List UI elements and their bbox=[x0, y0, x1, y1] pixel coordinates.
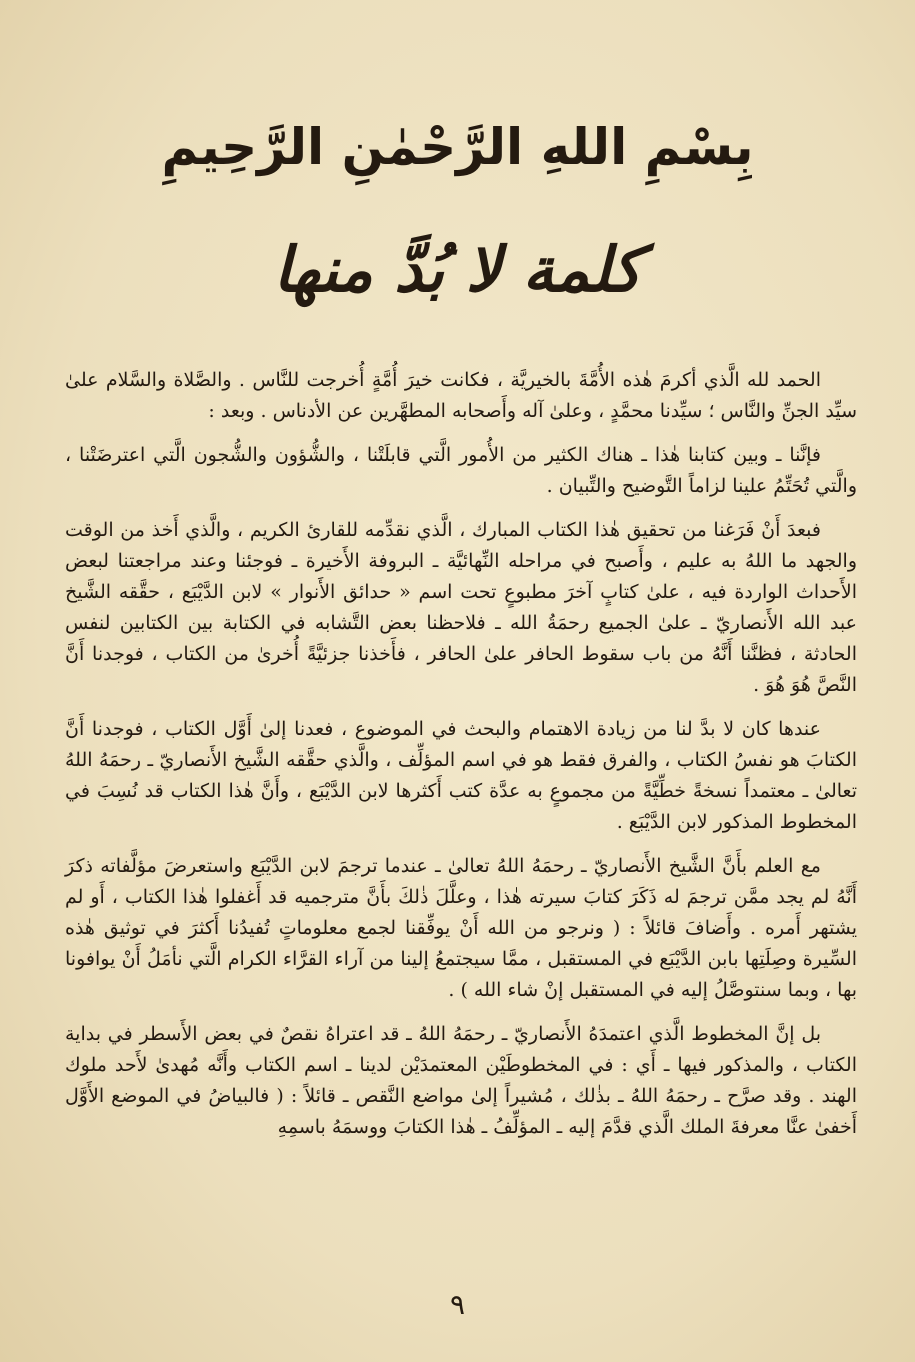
page-number: ٩ bbox=[449, 1288, 466, 1321]
paragraph: الحمد لله الَّذي أكرمَ هٰذه الأُمَّةَ بالخيريَّة ، فكانت خيرَ أُمَّةٍ أُخرجت للنَّاس . والصَّلاة والسَّلام علىٰ سيِّد الجنِّ والنَّاس ؛ سيِّدنا محمَّدٍ ، وعلىٰ آله وأَصحابه المطهَّرين عن الأدناس . وبعد : bbox=[65, 369, 857, 422]
paragraph: فبعدَ أَنْ فَرَغنا من تحقيق هٰذا الكتاب المبارك ، الَّذي نقدِّمه للقارئ الكريم ، والَّذي أَخذ من الوقت والجهد ما اللهُ به عليم ، وأَصبح في مراحله النِّهائيَّة ـ البروفة الأَخيرة ـ فوجئنا وعند مراجعتنا لبعض الأَحداث الواردة فيه ، علىٰ كتابٍ آخرَ مطبوعٍ تحت اسم « حدائق الأَنوار » لابن الدَّيْبَع ، حقَّقه الشَّيخ عبد الله الأَنصاريّ ـ علىٰ الجميع رحمَةُ الله ـ فلاحظنا بعض التَّشابه في الكتابة بين الكتابين لنفس الحادثة ، فظنَّنا أَنَّهُ من باب سقوط الحافر علىٰ الحافر ، فأَخذنا جزئيَّةً أُخرىٰ من الكتاب ، فوجدنا أَنَّ النَّصَّ هُوَ هُوَ . bbox=[65, 519, 857, 696]
paragraph: عندها كان لا بدَّ لنا من زيادة الاهتمام والبحث في الموضوع ، فعدنا إلىٰ أَوَّل الكتاب ، فوجدنا أَنَّ الكتابَ هو نفسُ الكتاب ، والفرق فقط هو في اسم المؤلِّف ، والَّذي حقَّقه الشَّيخ الأَنصاريّ ـ رحمَهُ اللهُ تعالىٰ ـ معتمداً نسخةً خطِّيَّةً من مجموعٍ به عدَّة كتب أَكثرها لابن الدَّيْبَع ، وأَنَّ هٰذا الكتاب قد نُسِبَ في المخطوط المذكور لابن الدَّيْبَع . bbox=[65, 718, 857, 833]
page-title: كلمة لا بُدَّ منها bbox=[273, 233, 642, 306]
paragraph: مع العلم بأَنَّ الشَّيخ الأَنصاريّ ـ رحمَهُ اللهُ تعالىٰ ـ عندما ترجمَ لابن الدَّيْبَع واستعرضَ مؤلَّفاته ذكرَ أَنَّهُ لم يجد ممَّن ترجمَ له ذَكَرَ كتابَ سيرته هٰذا ، وعلَّلَ ذٰلكَ بأَنَّ مترجميه قد أَغفلوا هٰذا الكتاب ، أَو لم يشتهر أَمره . وأَضافَ قائلاً : ( ونرجو من الله أَنْ يوفِّقنا لجمع معلوماتٍ تُفيدُنا أَكثرَ في توثيق هٰذه السِّيرة وصِلَتِها بابن الدَّيْبَع في المستقبل ، ممَّا سيجتمعُ إلينا من آراء القرَّاء الكرام الَّتي نأمَلُ أَنْ يوافونا بها ، وبما سنتوصَّلُ إليه في المستقبل إنْ شاء الله ) . bbox=[65, 855, 857, 1001]
body-text bbox=[65, 365, 857, 1156]
paragraph: بل إنَّ المخطوط الَّذي اعتمدَهُ الأَنصاريّ ـ رحمَهُ اللهُ ـ قد اعتراهُ نقصٌ في بعض الأَسطر في بداية الكتاب ، والمذكور فيها ـ أَي : في المخطوطَيْن المعتمدَيْن لدينا ـ اسم الكتاب وأَنَّه مُهدىٰ لأَحد ملوك الهند . وقد صرَّح ـ رحمَهُ اللهُ ـ بذٰلك ، مُشيراً إلىٰ مواضع النَّقص ـ قائلاً : ( فالبياضُ في الموضع الأَوَّل أَخفىٰ عنَّا معرفةَ الملك الَّذي قدَّمَ إليه ـ المؤلِّفُ ـ هٰذا الكتابَ ووسمَهُ باسمِهِ bbox=[65, 1023, 857, 1138]
basmala-calligraphy: بِسْمِ اللهِ الرَّحْمٰنِ الرَّحِيمِ bbox=[161, 118, 754, 176]
paragraph: فإنَّنا ـ وبين كتابنا هٰذا ـ هناك الكثير من الأُمور الَّتي قابلَتْنا ، والشُّؤون والشُّجون الَّتي اعترضَتْنا ، والَّتي تُحَتِّمُ علينا لزاماً التَّوضيح والتِّبيان . bbox=[65, 444, 857, 497]
